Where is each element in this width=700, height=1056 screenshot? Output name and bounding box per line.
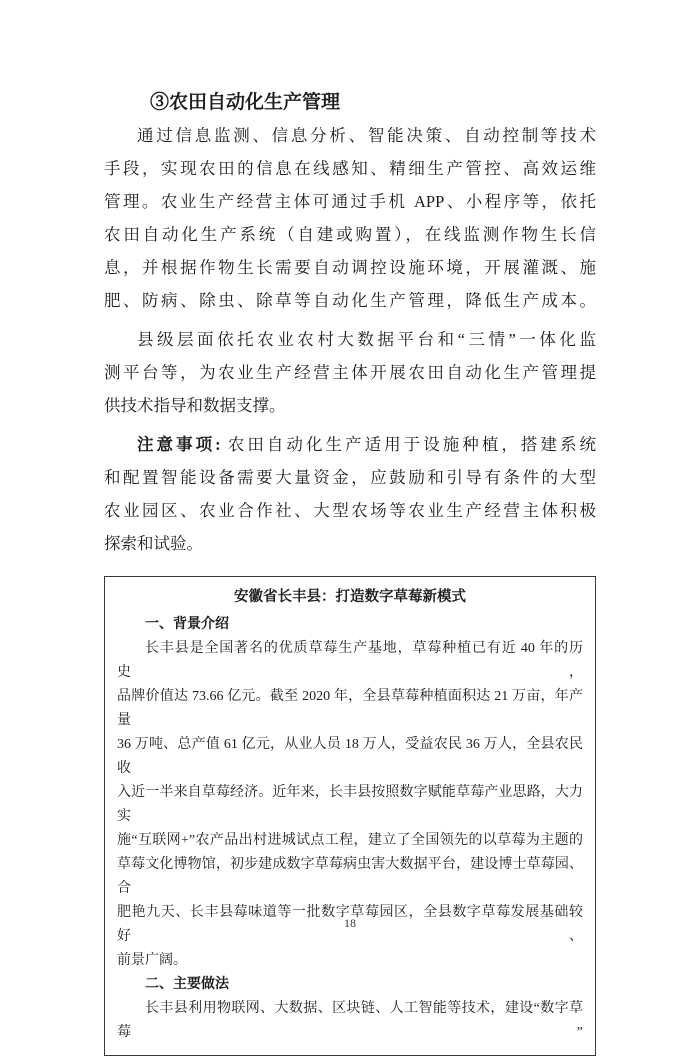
- text-line: 品牌价值达 73.66 亿元。截至 2020 年，全县草莓种植面积达 21 万亩，年产量: [117, 689, 583, 728]
- case-box-title: 安徽省长丰县：打造数字草莓新模式: [234, 589, 466, 605]
- text-line: 供技术指导和数据支撑。: [104, 396, 286, 415]
- text-line: 农业园区、农业合作社、大型农场等农业生产经营主体积极: [104, 501, 596, 520]
- text-line: 通过信息监测、信息分析、智能决策、自动控制等技术: [137, 126, 596, 145]
- case-section-heading-background: 一、背景介绍: [145, 617, 229, 632]
- text-line: 肥、防病、除虫、除草等自动化生产管理，降低生产成本。: [104, 291, 596, 310]
- section-heading: ③农田自动化生产管理: [150, 92, 341, 113]
- paragraph-note: [104, 428, 596, 560]
- text-line: 管理。农业生产经营主体可通过手机 APP、小程序等，依托: [104, 192, 596, 211]
- note-label: 注意事项:: [137, 435, 221, 454]
- paragraph: [104, 119, 596, 317]
- text-line: 农田自动化生产系统（自建或购置），在线监测作物生长信: [104, 225, 596, 244]
- paragraph: [104, 323, 596, 422]
- text-line: 县级层面依托农业农村大数据平台和“三情”一体化监: [137, 330, 596, 349]
- text-line: 入近一半来自草莓经济。近年来，长丰县按照数字赋能草莓产业思路，大力实: [117, 785, 583, 824]
- page-content: [104, 0, 596, 1056]
- text-line: 长丰县是全国著名的优质草莓生产基地，草莓种植已有近 40 年的历史，: [117, 641, 583, 680]
- text-line: 肥艳九天、长丰县莓味道等一批数字草莓园区，全县数字草莓发展基础较好、: [117, 905, 583, 944]
- text-line: 探索和试验。: [104, 534, 203, 553]
- text-line: 手段，实现农田的信息在线感知、精细生产管控、高效运维: [104, 159, 596, 178]
- text-line: 长丰县利用物联网、大数据、区块链、人工智能等技术，建设“数字草莓”: [117, 1001, 583, 1040]
- page-number: 18: [344, 916, 356, 930]
- case-study-box: [104, 576, 596, 1056]
- text-line: 和配置智能设备需要大量资金，应鼓励和引导有条件的大型: [104, 468, 596, 487]
- note-first-line-text: 农田自动化生产适用于设施种植，搭建系统: [220, 435, 597, 454]
- text-line: 前景广阔。: [117, 953, 187, 968]
- text-line: 36 万吨、总产值 61 亿元，从业人员 18 万人，受益农民 36 万人，全县农民收: [117, 737, 583, 776]
- text-line: 草莓文化博物馆，初步建成数字草莓病虫害大数据平台，建设博士草莓园、合: [117, 857, 583, 896]
- text-line: 施“互联网+”农产品出村进城试点工程，建立了全国领先的以草莓为主题的: [117, 833, 583, 848]
- case-practices-paragraph: [117, 997, 583, 1045]
- text-line: 息，并根据作物生长需要自动调控设施环境，开展灌溉、施: [104, 258, 596, 277]
- text-line: [104, 428, 596, 461]
- case-section-heading-practices: 二、主要做法: [145, 977, 229, 992]
- note-continuation-lines: [104, 461, 596, 560]
- text-line: 测平台等，为农业生产经营主体开展农田自动化生产管理提: [104, 363, 596, 382]
